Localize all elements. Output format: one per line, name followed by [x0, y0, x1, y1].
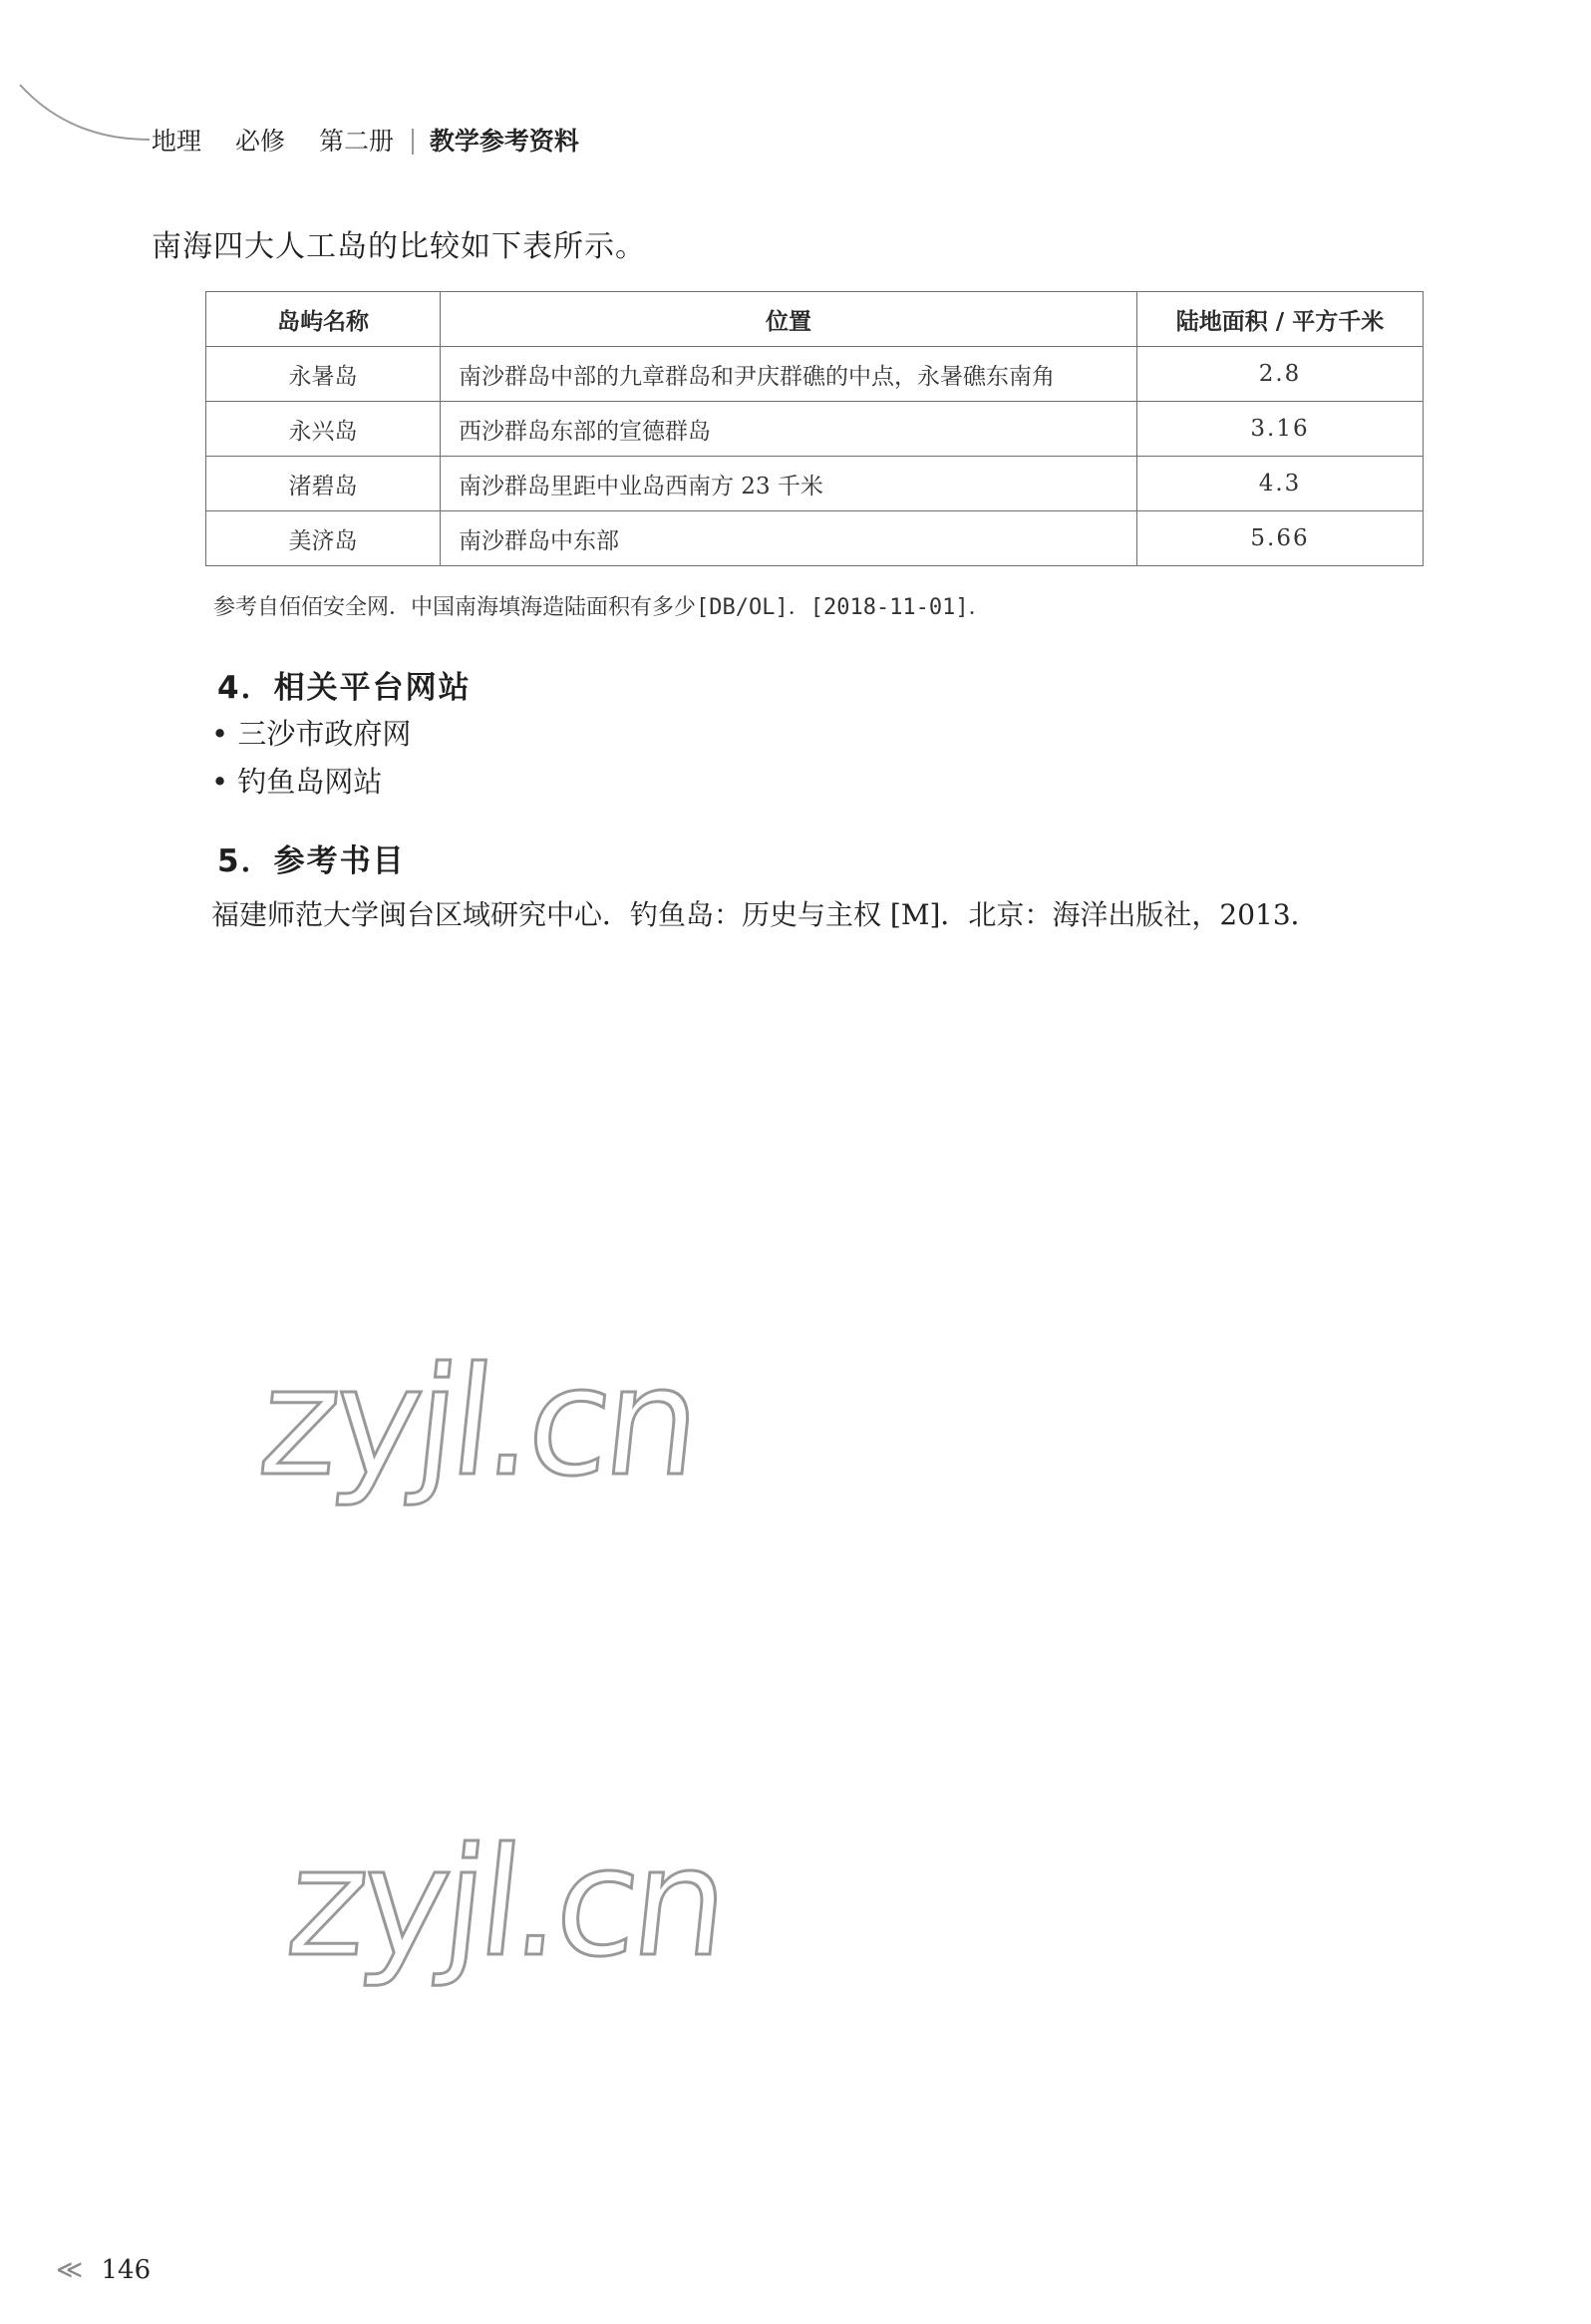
table-row	[206, 511, 1424, 566]
island-area: 3.16	[1137, 402, 1424, 457]
page-footer	[56, 2255, 151, 2285]
header-course: 必修	[234, 127, 285, 156]
list-item: • 三沙市政府网	[211, 717, 412, 751]
section-5-title: 5．参考书目	[217, 843, 406, 879]
table-citation: 参考自佰佰安全网．中国南海填海造陆面积有多少[DB/OL]．[2018-11-01]．	[213, 595, 991, 620]
island-name: 永兴岛	[206, 402, 441, 457]
header-volume: 第二册	[318, 127, 394, 156]
island-area: 2.8	[1137, 347, 1424, 402]
header-book-type: 教学参考资料	[429, 127, 579, 156]
island-comparison-table	[205, 291, 1424, 566]
corner-decoration	[0, 0, 159, 160]
reference-book: 福建师范大学闽台区域研究中心．钓鱼岛：历史与主权 [M]．北京：海洋出版社，2013．	[211, 898, 1319, 931]
watermark-text: zyjl.cn	[251, 1336, 704, 1509]
intro-text: 南海四大人工岛的比较如下表所示。	[152, 229, 646, 264]
table-header-row	[206, 292, 1424, 347]
header-island-name: 岛屿名称	[206, 292, 441, 347]
island-area: 4.3	[1137, 457, 1424, 511]
island-name: 永暑岛	[206, 347, 441, 402]
island-location: 西沙群岛东部的宣德群岛	[441, 402, 1137, 457]
island-location: 南沙群岛里距中业岛西南方 23 千米	[441, 457, 1137, 511]
header-area: 陆地面积 / 平方千米	[1137, 292, 1424, 347]
header-separator	[412, 129, 414, 155]
header-location: 位置	[441, 292, 1137, 347]
chevron-left-icon: ≪	[56, 2255, 84, 2285]
island-name: 美济岛	[206, 511, 441, 566]
island-location: 南沙群岛中部的九章群岛和尹庆群礁的中点，永暑礁东南角	[441, 347, 1137, 402]
table-row	[206, 457, 1424, 511]
page-number: 146	[101, 2255, 152, 2285]
table-row	[206, 402, 1424, 457]
island-location: 南沙群岛中东部	[441, 511, 1137, 566]
section-4-title: 4．相关平台网站	[217, 670, 472, 706]
watermark-text: zyjl.cn	[279, 1817, 732, 1990]
table-row	[206, 347, 1424, 402]
list-item: • 钓鱼岛网站	[211, 765, 383, 799]
island-area: 5.66	[1137, 511, 1424, 566]
header-subject: 地理	[152, 127, 202, 156]
running-header	[152, 122, 579, 158]
island-name: 渚碧岛	[206, 457, 441, 511]
